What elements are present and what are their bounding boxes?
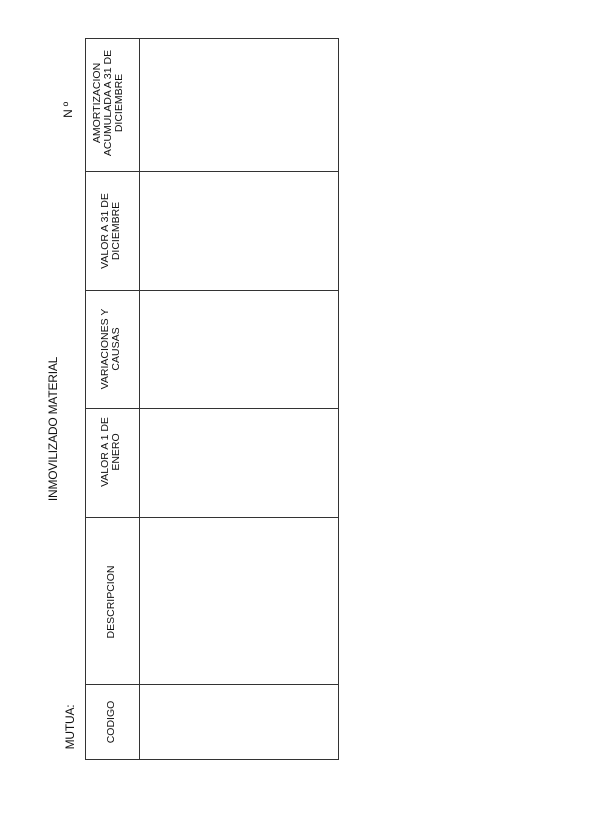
table-cell-descripcion[interactable] xyxy=(140,518,338,684)
column-header-valor-diciembre: VALOR A 31 DE DICIEMBRE xyxy=(99,193,122,269)
column-header-codigo: CODIGO xyxy=(105,700,117,744)
table-cell-codigo[interactable] xyxy=(140,685,338,759)
table-cell-variaciones[interactable] xyxy=(140,291,338,408)
table-cell-valor-enero[interactable] xyxy=(140,409,338,517)
mutua-label: MUTUA: xyxy=(63,704,77,750)
table-cell-amortizacion[interactable] xyxy=(140,39,338,171)
document-title: INMOVILIZADO MATERIAL xyxy=(46,356,60,502)
table-cell-valor-diciembre[interactable] xyxy=(140,172,338,290)
column-header-valor-enero: VALOR A 1 DE ENERO xyxy=(99,417,122,487)
column-header-variaciones: VARIACIONES Y CAUSAS xyxy=(99,308,122,390)
column-header-descripcion: DESCRIPCION xyxy=(105,565,117,639)
number-label: N º xyxy=(61,102,75,118)
column-header-amortizacion: AMORTIZACION ACUMULADA A 31 DE DICIEMBRE xyxy=(91,49,125,157)
